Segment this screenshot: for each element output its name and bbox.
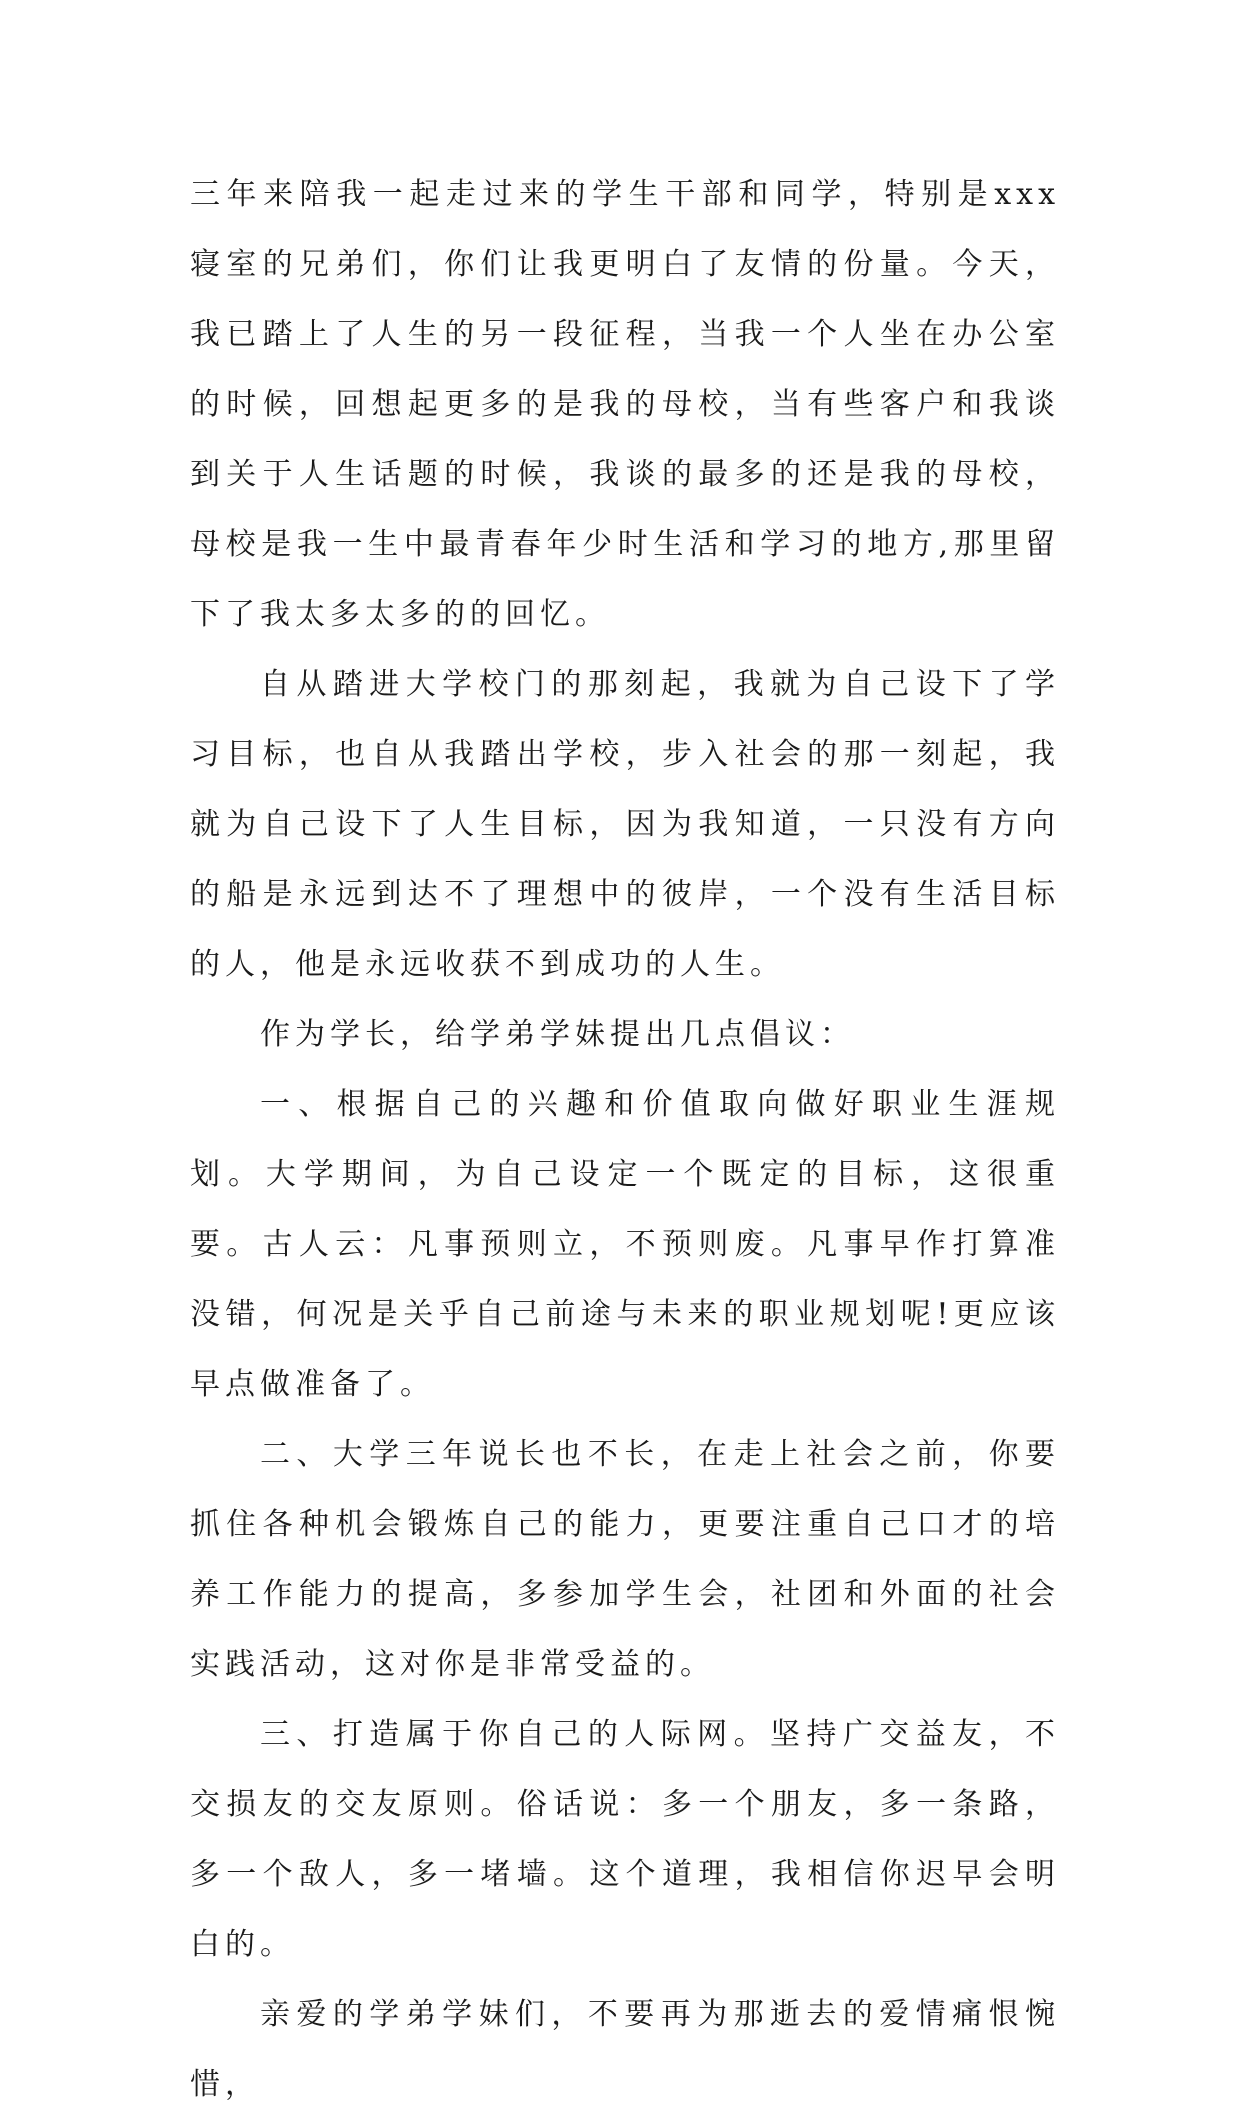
paragraph-5: 二、大学三年说长也不长，在走上社会之前，你要抓住各种机会锻炼自己的能力，更要注重自己口才的培养工作能力的提高，多参加学生会，社团和外面的社会实践活动，这对你是非常受益的。 bbox=[190, 1437, 1060, 1682]
paragraph-1: 三年来陪我一起走过来的学生干部和同学，特别是xxx寝室的兄弟们，你们让我更明白了友情的份量。今天，我已踏上了人生的另一段征程，当我一个人坐在办公室的时候，回想起更多的是我的母校，当有些客户和我谈到关于人生话题的时候，我谈的最多的还是我的母校，母校是我一生中最青春年少时生活和学习的地方,那里留下了我太多太多的的回忆。 bbox=[190, 177, 1060, 632]
paragraph-7: 亲爱的学弟学妹们，不要再为那逝去的爱情痛恨惋惜， bbox=[190, 1997, 1060, 2102]
paragraph-3: 作为学长，给学弟学妹提出几点倡议： bbox=[260, 1017, 855, 1052]
paragraph-4: 一、根据自己的兴趣和价值取向做好职业生涯规划。大学期间，为自己设定一个既定的目标，这很重要。古人云：凡事预则立，不预则废。凡事早作打算准没错，何况是关乎自己前途与未来的职业规划呢!更应该早点做准备了。 bbox=[190, 1087, 1060, 1402]
document-body bbox=[190, 160, 1060, 2120]
paragraph-6: 三、打造属于你自己的人际网。坚持广交益友，不交损友的交友原则。俗话说：多一个朋友，多一条路，多一个敌人，多一堵墙。这个道理，我相信你迟早会明白的。 bbox=[190, 1717, 1060, 1962]
paragraph-2: 自从踏进大学校门的那刻起，我就为自己设下了学习目标，也自从我踏出学校，步入社会的那一刻起，我就为自己设下了人生目标，因为我知道，一只没有方向的船是永远到达不了理想中的彼岸，一个没有生活目标的人，他是永远收获不到成功的人生。 bbox=[190, 667, 1060, 982]
